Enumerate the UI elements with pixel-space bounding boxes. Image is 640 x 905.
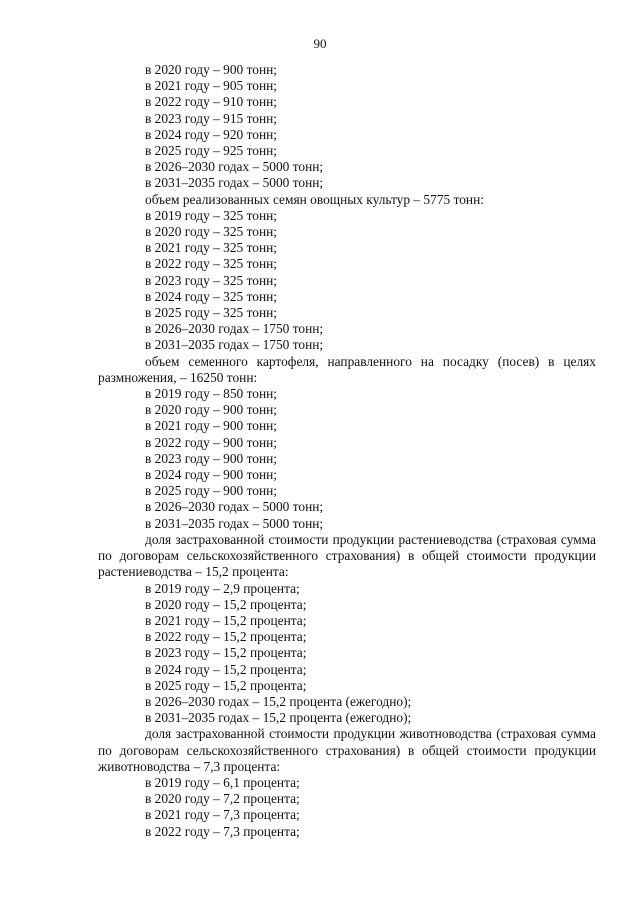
text-line: в 2026–2030 годах – 5000 тонн; xyxy=(145,499,324,515)
text-line: в 2020 году – 15,2 процента; xyxy=(145,596,307,612)
text-line: в 2025 году – 15,2 процента; xyxy=(145,677,307,693)
text-line: в 2024 году – 325 тонн; xyxy=(145,288,278,304)
text-line: в 2020 году – 7,2 процента; xyxy=(145,791,300,807)
text-line: в 2031–2035 годах – 1750 тонн; xyxy=(145,337,324,353)
text-line: в 2024 году – 920 тонн; xyxy=(145,126,278,142)
document-body xyxy=(98,62,596,840)
text-line: в 2021 году – 900 тонн; xyxy=(145,418,278,434)
text-line: объем реализованных семян овощных культур – 5775 тонн: xyxy=(145,191,484,207)
text-line: в 2020 году – 900 тонн; xyxy=(145,62,278,77)
text-line: в 2019 году – 2,9 процента; xyxy=(145,580,300,596)
text-line: в 2025 году – 325 тонн; xyxy=(145,305,278,321)
text-line: в 2025 году – 900 тонн; xyxy=(145,483,278,499)
text-line: в 2022 году – 15,2 процента; xyxy=(145,629,307,645)
text-line: в 2026–2030 годах – 1750 тонн; xyxy=(145,321,324,337)
text-line: в 2022 году – 7,3 процента; xyxy=(145,823,300,839)
text-line: в 2026–2030 годах – 5000 тонн; xyxy=(145,159,324,175)
page-number: 90 xyxy=(313,36,327,51)
text-line: в 2021 году – 325 тонн; xyxy=(145,240,278,256)
text-line: в 2019 году – 6,1 процента; xyxy=(145,774,300,790)
text-line: в 2019 году – 850 тонн; xyxy=(145,386,278,402)
text-line: в 2022 году – 900 тонн; xyxy=(145,434,278,450)
text-line: в 2022 году – 325 тонн; xyxy=(145,256,278,272)
text-line: в 2020 году – 325 тонн; xyxy=(145,224,278,240)
text-line: в 2031–2035 годах – 15,2 процента (ежегодно); xyxy=(145,710,412,726)
text-line: в 2024 году – 15,2 процента; xyxy=(145,661,307,677)
text-line: в 2023 году – 900 тонн; xyxy=(145,450,278,466)
paragraph: объем семенного картофеля, направленного на посадку (посев) в целях размножения, – 16250 тонн: xyxy=(98,353,596,385)
paragraph: доля застрахованной стоимости продукции растениеводства (страховая сумма по договорам сельскохозяйственного страхования) в общей стоимости продукции растениеводства – 15,2 процента: xyxy=(98,531,596,580)
text-line: в 2021 году – 905 тонн; xyxy=(145,78,278,94)
text-line: в 2021 году – 7,3 процента; xyxy=(145,807,300,823)
text-line: в 2031–2035 годах – 5000 тонн; xyxy=(145,515,324,531)
text-line: в 2020 году – 900 тонн; xyxy=(145,402,278,418)
text-line: в 2023 году – 325 тонн; xyxy=(145,272,278,288)
text-line: в 2024 году – 900 тонн; xyxy=(145,467,278,483)
text-line: в 2021 году – 15,2 процента; xyxy=(145,612,307,628)
text-line: в 2023 году – 15,2 процента; xyxy=(145,645,307,661)
text-line: в 2023 году – 915 тонн; xyxy=(145,110,278,126)
text-line: в 2019 году – 325 тонн; xyxy=(145,207,278,223)
text-line: в 2031–2035 годах – 5000 тонн; xyxy=(145,175,324,191)
paragraph: доля застрахованной стоимости продукции животноводства (страховая сумма по договорам сельскохозяйственного страхования) в общей стоимости продукции животноводства – 7,3 процента: xyxy=(98,726,596,774)
text-line: в 2026–2030 годах – 15,2 процента (ежегодно); xyxy=(145,693,412,709)
text-line: в 2022 году – 910 тонн; xyxy=(145,94,278,110)
text-line: в 2025 году – 925 тонн; xyxy=(145,143,278,159)
